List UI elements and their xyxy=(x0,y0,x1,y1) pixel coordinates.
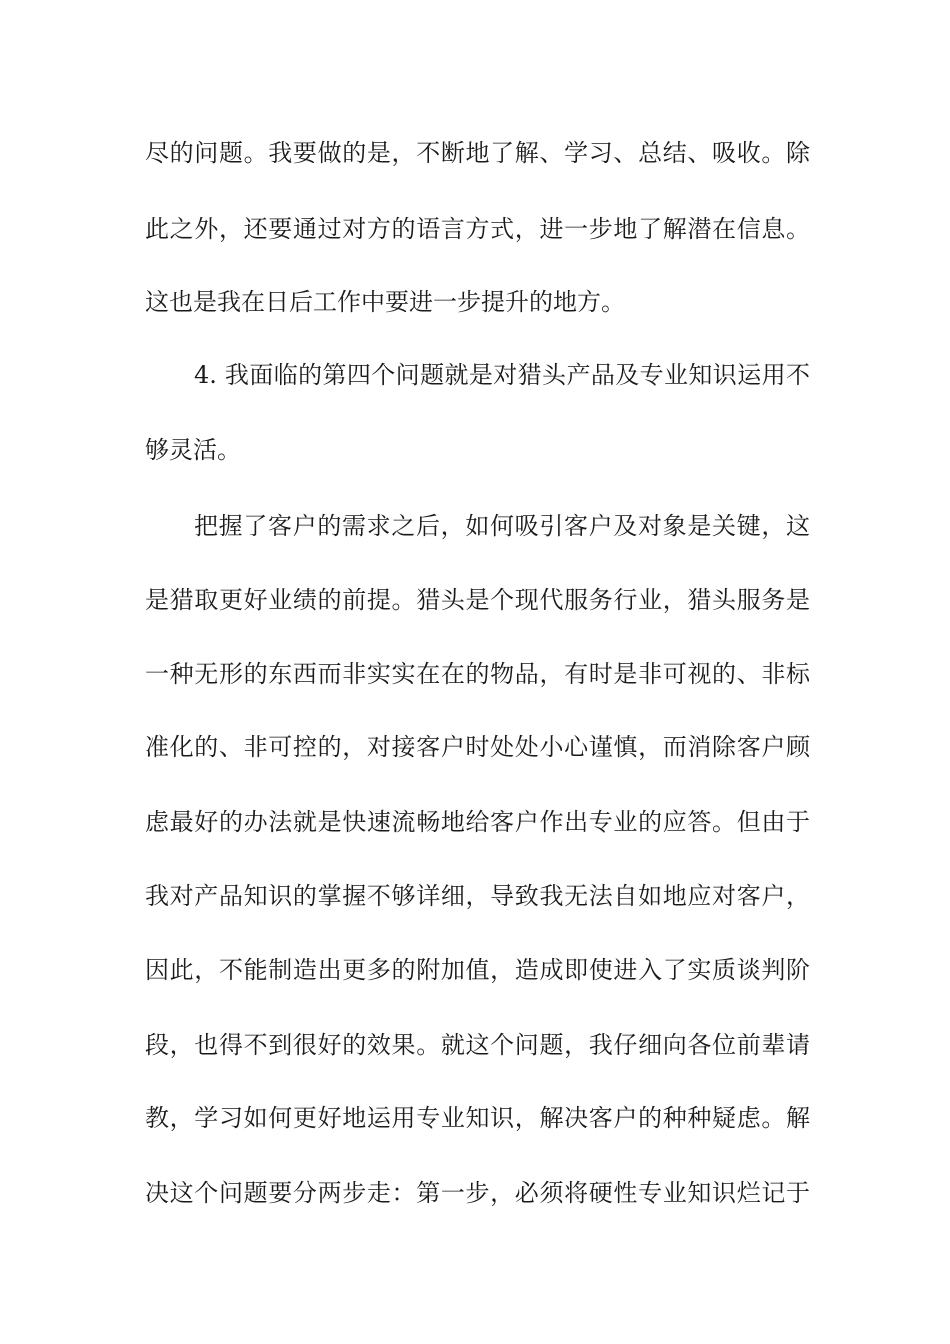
paragraph-first-line: 把握了客户的需求之后，如何吸引客户及对象是关键，这 xyxy=(194,512,810,540)
text-line: 是猎取更好业绩的前提。猎头是个现代服务行业，猎头服务是 xyxy=(145,586,810,614)
text-line: 因此，不能制造出更多的附加值，造成即使进入了实质谈判阶 xyxy=(145,956,810,984)
text-line: 这也是我在日后工作中要进一步提升的地方。 xyxy=(145,288,625,316)
text-line: 一种无形的东西而非实实在在的物品，有时是非可视的、非标 xyxy=(145,660,810,688)
text-line: 尽的问题。我要做的是，不断地了解、学习、总结、吸收。除 xyxy=(145,139,810,167)
text-line: 段，也得不到很好的效果。就这个问题，我仔细向各位前辈请 xyxy=(145,1031,810,1059)
text-line: 决这个问题要分两步走：第一步，必须将硬性专业知识烂记于 xyxy=(145,1179,810,1207)
text-line: 够灵活。 xyxy=(145,436,241,464)
text-line: 虑最好的办法就是快速流畅地给客户作出专业的应答。但由于 xyxy=(145,808,810,836)
text-line: 教，学习如何更好地运用专业知识，解决客户的种种疑虑。解 xyxy=(145,1104,810,1132)
text-line: 此之外，还要通过对方的语言方式，进一步地了解潜在信息。 xyxy=(145,215,810,243)
text-line: 准化的、非可控的，对接客户时处处小心谨慎，而消除客户顾 xyxy=(145,733,810,761)
list-item-4-line: 4. 我面临的第四个问题就是对猎头产品及专业知识运用不 xyxy=(194,361,810,389)
text-line: 我对产品知识的掌握不够详细，导致我无法自如地应对客户， xyxy=(145,882,810,910)
